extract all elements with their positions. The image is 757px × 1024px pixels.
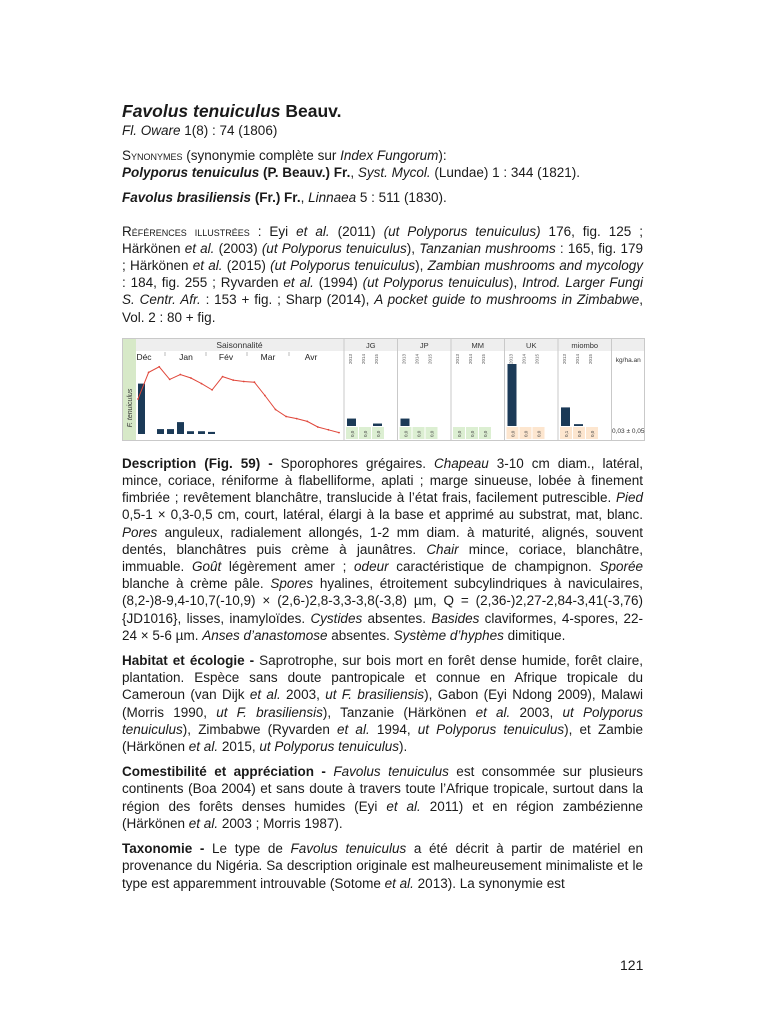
site-bar xyxy=(574,424,583,426)
seasonality-point xyxy=(317,426,319,428)
desc-text: dimitique. xyxy=(503,627,566,643)
seasonality-point xyxy=(211,389,213,391)
ref-text: et al. xyxy=(296,223,330,239)
hab-text: ut F. brasiliensis xyxy=(325,687,425,703)
seasonality-point xyxy=(222,376,224,378)
desc-term: Pied xyxy=(615,490,643,506)
site-bar xyxy=(373,423,382,425)
taxonomy-paragraph xyxy=(122,840,643,892)
year-label: 2015 xyxy=(588,353,593,364)
synonym-2-sep: , xyxy=(300,190,309,206)
value-label: 0,0 xyxy=(376,430,381,437)
ref-text: 176, fig. 125 ; Härkönen xyxy=(122,223,644,256)
hab-text: et al. xyxy=(337,721,370,737)
value-label: 0,0 xyxy=(429,430,435,437)
site-bar xyxy=(508,364,517,426)
seasonality-point xyxy=(232,379,234,381)
value-label: 0,0 xyxy=(483,430,488,437)
value-label: 0,0 xyxy=(416,430,422,437)
synonyms-intro-a: (synonymie complète sur xyxy=(182,148,341,163)
ref-text: (1994) xyxy=(313,275,363,291)
com-text: 2011) et en région zambézienne (Härkönen xyxy=(122,798,643,831)
synonym-2-journal: Linnaea xyxy=(308,190,357,206)
value-label: 0,0 xyxy=(536,430,542,437)
year-label: 2014 xyxy=(521,353,527,364)
month-label: Avr xyxy=(304,351,318,362)
month-label: Fév xyxy=(218,351,234,362)
desc-text: 0,5-1 × 0,3-0,5 cm, court, latéral, élargi à la base et apprimé au substrat, mat, blanc. xyxy=(122,507,643,523)
tax-text: et al. xyxy=(384,875,414,891)
hab-text: et al. xyxy=(475,704,511,720)
value-label: 0,0 xyxy=(510,430,516,437)
seasonality-point xyxy=(158,366,160,368)
com-text: 2003 ; Morris 1987). xyxy=(218,815,343,831)
desc-term: Système d’hyphes xyxy=(393,627,504,643)
desc-text: caractéristique de champignon. xyxy=(388,559,600,575)
ref-text: Tanzanian mushrooms xyxy=(419,240,556,256)
year-label: 2013 xyxy=(508,353,514,364)
ref-text: (2015) xyxy=(222,258,271,274)
synonyms-label: Synonymes xyxy=(122,148,183,163)
value-label: 0,0 xyxy=(403,430,409,437)
year-label: 2015 xyxy=(427,353,433,364)
seasonality-point xyxy=(243,380,245,382)
comestibility-lead: Comestibilité et appréciation - xyxy=(122,764,326,780)
seasonality-title: Saisonnalité xyxy=(216,339,263,350)
year-label: 2014 xyxy=(575,353,580,364)
value-label: 0,0 xyxy=(350,430,355,437)
desc-text: absentes. xyxy=(362,610,432,626)
desc-text: 3-10 cm diam., latéral, mince, coriace, réniforme à flabelliforme, aplati ; marge sinueuse, lobée à finement fimbriée ; revêtement blanchâtre, translucide à l’état frais, facilement putrescible. xyxy=(122,455,643,506)
site-name: UK xyxy=(526,340,537,350)
seasonality-point xyxy=(169,378,171,380)
desc-text: légèrement amer ; xyxy=(221,559,355,575)
desc-text: Sporophores grégaires. xyxy=(272,455,434,471)
seasonality-point xyxy=(201,383,203,385)
synonym-2-author: (Fr.) Fr. xyxy=(251,190,301,206)
site-bar xyxy=(347,418,356,425)
hab-text: ut Polyporus tenuiculus xyxy=(259,739,399,755)
ref-text: A pocket guide to mushrooms in Zimbabwe xyxy=(374,292,640,308)
synonym-1-journal: Syst. Mycol. xyxy=(357,165,431,181)
seasonality-bar xyxy=(208,432,215,434)
hab-text: ), Zimbabwe (Ryvarden xyxy=(182,721,338,737)
desc-term: Chair xyxy=(426,541,459,557)
ref-text: ), xyxy=(509,275,523,291)
hab-text: ), et Zambie (Härkönen xyxy=(122,721,643,755)
seasonality-point xyxy=(296,418,298,420)
ref-text: et al. xyxy=(192,258,223,274)
seasonality-bar xyxy=(187,431,194,434)
year-label: 2013 xyxy=(562,353,567,364)
desc-term: Anses d’anastomose xyxy=(202,627,328,643)
seasonality-point xyxy=(285,415,287,417)
hab-text: 2003, xyxy=(280,687,326,703)
synonym-2-name: Favolus brasiliensis xyxy=(122,190,252,206)
species-author: Beauv. xyxy=(285,101,342,121)
desc-text: hyalines, étroitement subcylindriques à naviculaires, (8,2-)8-9,4-10,7(-10,9) × (2,6-)2,8-3,3-3,8(-3,8) µm, Q = (2,36-)2,27-2,84-3,41(-3,76) {JD1016}, lisses, inamyloïdes. xyxy=(122,576,643,626)
seasonality-point xyxy=(190,377,192,379)
desc-text: blanche à crème pâle. xyxy=(122,576,271,592)
hab-text: ). xyxy=(398,739,408,755)
synonym-1-name: Polyporus tenuiculus xyxy=(122,165,260,181)
ref-text: ), xyxy=(406,240,420,256)
ref-text: : 165, fig. 179 ; Härkönen xyxy=(122,240,644,274)
species-label: F. tenuiculus xyxy=(127,388,134,428)
desc-text: mince, coriace, blanchâtre, immuable. xyxy=(122,541,643,575)
com-text: Favolus tenuiculus xyxy=(333,764,449,780)
value-label: 0,0 xyxy=(523,430,529,437)
hab-text: Saprotrophe, sur bois mort en forêt dense humide, forêt claire, plantation. Espèce sans doute pantropicale et connue en Afrique tropicale du Cameroun (van Dijk xyxy=(122,653,643,703)
year-label: 2014 xyxy=(468,353,473,364)
page-body xyxy=(122,100,643,892)
value-label: 0,0 xyxy=(457,430,462,437)
species-title xyxy=(122,100,643,122)
year-label: 2015 xyxy=(534,353,540,364)
tax-text: Favolus tenuiculus xyxy=(290,841,407,857)
description-paragraph xyxy=(122,455,643,644)
synonyms-source: Index Fungorum xyxy=(340,148,439,163)
ref-text: Zambian mushrooms and mycology xyxy=(427,258,644,274)
year-label: 2014 xyxy=(414,353,420,364)
year-label: 2014 xyxy=(361,353,366,364)
site-bar xyxy=(561,407,570,426)
desc-term: Pores xyxy=(122,524,158,540)
seasonality-point xyxy=(275,408,277,410)
year-label: 2015 xyxy=(481,353,486,364)
hab-text: ut Polyporus tenuiculus xyxy=(417,721,565,737)
publication-ref: 1(8) : 74 (1806) xyxy=(180,123,278,138)
tax-text: Le type de xyxy=(204,841,291,857)
year-label: 2015 xyxy=(374,353,379,364)
ref-text: : 184, fig. 255 ; Ryvarden xyxy=(122,275,284,291)
ref-text: Introd. Larger Fungi S. Centr. Afr. xyxy=(122,275,643,308)
ref-text: et al. xyxy=(283,275,314,291)
desc-term: Goût xyxy=(191,559,222,575)
unit-label: kg/ha.an xyxy=(615,356,641,364)
references-label: Références illustrées xyxy=(122,223,250,239)
value-label: 0,0 xyxy=(577,430,582,437)
ref-text: et al. xyxy=(184,240,215,256)
seasonality-point xyxy=(254,381,256,383)
hab-text: et al. xyxy=(249,687,281,703)
ref-text: ), xyxy=(415,258,428,274)
hab-text: et al. xyxy=(188,739,219,755)
synonym-1-author: (P. Beauv.) Fr. xyxy=(259,165,351,181)
com-text: et al. xyxy=(188,815,219,831)
hab-text: ut F. brasiliensis xyxy=(216,704,323,720)
ref-text: (2011) xyxy=(329,223,384,239)
desc-text: claviformes, 4-spores, 22-24 × 5-6 µm. xyxy=(122,610,643,643)
value-label: 0,1 xyxy=(564,430,569,437)
habitat-paragraph xyxy=(122,652,643,755)
site-name: MM xyxy=(471,340,484,350)
taxonomy-lead: Taxonomie - xyxy=(122,841,205,857)
chart-svg xyxy=(122,338,645,441)
year-label: 2013 xyxy=(455,353,460,364)
seasonality-point xyxy=(179,373,181,375)
comestibility-paragraph xyxy=(122,763,643,832)
seasonality-point xyxy=(264,394,266,396)
habitat-lead: Habitat et écologie - xyxy=(122,653,255,669)
original-publication xyxy=(122,122,643,139)
month-label: Jan xyxy=(179,351,193,362)
seasonality-point xyxy=(306,420,308,422)
ref-text: , Vol. 2 : 80 + fig. xyxy=(122,292,643,325)
year-label: 2013 xyxy=(401,353,407,364)
ref-text: (2003) xyxy=(214,240,262,256)
year-label: 2013 xyxy=(348,353,353,364)
hab-text: ), Tanzanie (Härkönen xyxy=(322,704,476,720)
desc-term: Chapeau xyxy=(433,455,489,471)
tax-text: a été décrit à partir de matériel en provenance du Nigéria. Sa description originale est malheureusement minimaliste et le type est apparemment introuvable (Sotome xyxy=(122,841,643,891)
seasonality-bar xyxy=(177,422,184,434)
ref-text: : Eyi xyxy=(249,223,297,239)
value-label: 0,0 xyxy=(363,430,368,437)
seasonality-point xyxy=(328,429,330,431)
hab-text: 2003, xyxy=(510,704,563,720)
seasonality-point xyxy=(338,432,340,434)
synonym-2-ref: 5 : 511 (1830). xyxy=(356,190,447,206)
synonym-1-sep: , xyxy=(350,165,358,181)
site-name: JG xyxy=(365,340,376,350)
tax-text: 2013). La synonymie est xyxy=(413,875,565,891)
com-text: est consommée sur plusieurs continents (Boa 2004) et sans doute à travers toute l’Afrique tropicale, surtout dans la région des forêts denses humides (Eyi xyxy=(122,764,643,814)
ref-text: (ut Polyporus tenuiculus) xyxy=(383,223,541,239)
ref-text: (ut Polyporus tenuiculus xyxy=(270,258,416,274)
desc-text: anguleux, radialement allongés, 1-2 mm diam. à maturité, alignés, souvent dentés, blanchâtres puis crème à jaunâtres. xyxy=(122,524,643,557)
desc-text: absentes. xyxy=(327,627,394,643)
synonyms-intro-b: ): xyxy=(438,148,447,163)
species-name: Favolus tenuiculus xyxy=(122,101,281,121)
illustrated-references xyxy=(122,223,643,326)
seasonality-point xyxy=(137,398,139,400)
chart-header-band xyxy=(136,339,644,351)
value-label: 0,0 xyxy=(470,430,475,437)
desc-term: Spores xyxy=(270,576,314,592)
month-label: Déc xyxy=(136,351,152,362)
desc-term: Sporée xyxy=(599,559,643,575)
yield-value: 0,03 ± 0,05 xyxy=(612,427,645,435)
seasonality-point xyxy=(148,371,150,373)
hab-text: ), Gabon (Eyi Ndong 2009), Malawi (Morris 1990, xyxy=(122,687,643,720)
seasonality-bar xyxy=(157,429,164,434)
site-name: miombo xyxy=(571,340,599,350)
description-lead: Description (Fig. 59) - xyxy=(122,455,273,471)
page-number: 121 xyxy=(620,957,644,973)
synonym-1-ref: (Lundae) 1 : 344 (1821). xyxy=(430,165,580,181)
ref-text: (ut Polyporus tenuiculus xyxy=(362,275,509,291)
hab-text: ut Polyporus tenuiculus xyxy=(122,704,644,737)
desc-term: odeur xyxy=(354,559,389,575)
desc-term: Cystides xyxy=(310,610,363,626)
publication-source: Fl. Oware xyxy=(122,123,181,138)
seasonality-bar xyxy=(198,431,205,434)
desc-term: Basides xyxy=(431,610,480,626)
site-name: JP xyxy=(419,340,429,350)
com-text: et al. xyxy=(386,798,421,814)
seasonality-chart xyxy=(122,338,645,441)
seasonality-bar xyxy=(167,429,174,434)
synonyms-intro xyxy=(122,147,643,181)
site-bar xyxy=(401,418,410,425)
hab-text: 2015, xyxy=(218,739,260,755)
hab-text: 1994, xyxy=(369,721,418,737)
ref-text: : 153 + fig. ; Sharp (2014), xyxy=(200,292,375,308)
value-label: 0,0 xyxy=(590,430,595,437)
synonym-2 xyxy=(122,189,643,206)
month-label: Mar xyxy=(260,351,276,362)
ref-text: (ut Polyporus tenuiculus xyxy=(261,240,407,256)
